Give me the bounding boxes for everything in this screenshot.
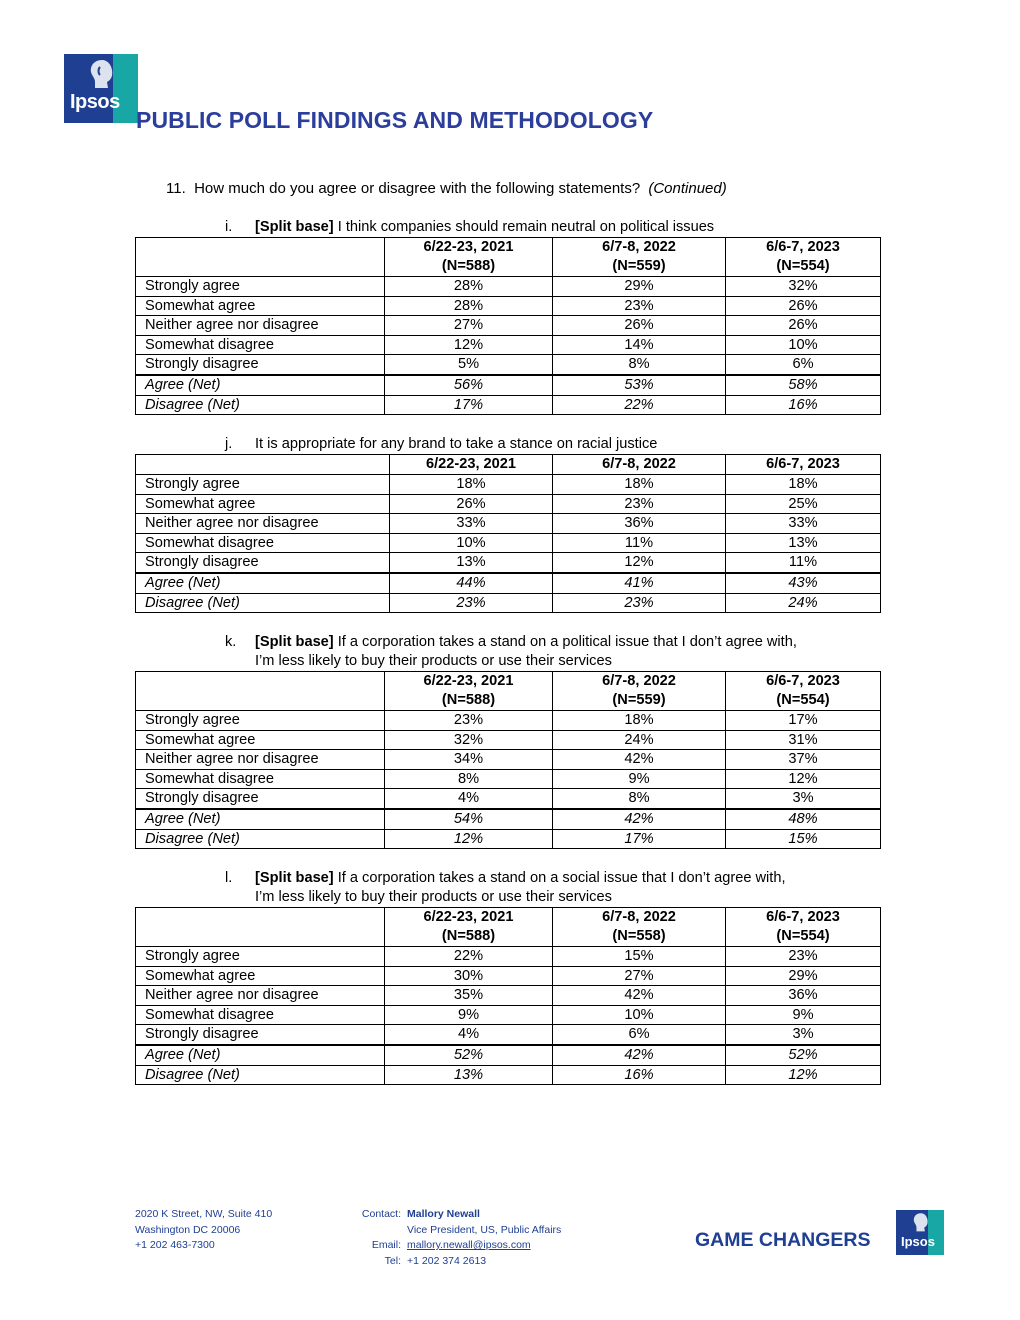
percent-cell: 41% (553, 573, 726, 593)
table-row (136, 494, 881, 514)
percent-cell: 18% (553, 475, 726, 495)
section-letter: j. (225, 436, 233, 452)
percent-cell: 30% (385, 966, 553, 986)
email-label: Email: (371, 1239, 401, 1251)
logo-text: Ipsos (70, 91, 120, 113)
table-header-row (136, 455, 881, 475)
table-header-row (136, 238, 881, 277)
percent-cell: 22% (553, 395, 726, 415)
percent-cell: 12% (726, 769, 881, 789)
net-row (136, 829, 881, 849)
section-i-heading (225, 218, 714, 237)
row-label: Disagree (Net) (136, 593, 390, 613)
percent-cell: 13% (726, 533, 881, 553)
percent-cell: 34% (385, 750, 553, 770)
column-header (385, 908, 553, 947)
row-label: Somewhat agree (136, 730, 385, 750)
question-text: How much do you agree or disagree with the following statements? (194, 180, 641, 197)
results-table-i (135, 237, 881, 415)
percent-cell: 6% (726, 355, 881, 375)
table-row (136, 553, 881, 573)
percent-cell: 27% (385, 316, 553, 336)
row-label: Somewhat disagree (136, 1005, 385, 1025)
percent-cell: 58% (726, 375, 881, 395)
row-label: Strongly agree (136, 711, 385, 731)
table-row (136, 750, 881, 770)
percent-cell: 18% (390, 475, 553, 495)
blank-header-cell (136, 238, 385, 277)
section-letter: k. (225, 634, 237, 650)
percent-cell: 23% (726, 947, 881, 967)
percent-cell: 3% (726, 1025, 881, 1045)
column-header (726, 672, 881, 711)
percent-cell: 42% (553, 986, 726, 1006)
percent-cell: 32% (726, 277, 881, 297)
percent-cell: 25% (726, 494, 881, 514)
percent-cell: 32% (385, 730, 553, 750)
row-label: Agree (Net) (136, 375, 385, 395)
table-row (136, 533, 881, 553)
percent-cell: 43% (726, 573, 881, 593)
percent-cell: 23% (385, 711, 553, 731)
column-header-text: (N=588) (441, 258, 496, 274)
blank-header-cell (136, 672, 385, 711)
percent-cell: 12% (726, 1065, 881, 1085)
percent-cell: 23% (553, 494, 726, 514)
row-label: Neither agree nor disagree (136, 514, 390, 534)
results-table-l (135, 907, 881, 1085)
percent-cell: 14% (553, 335, 726, 355)
net-row (136, 395, 881, 415)
percent-cell: 36% (553, 514, 726, 534)
column-header-text: 6/22-23, 2021 (423, 909, 514, 925)
percent-cell: 10% (726, 335, 881, 355)
table-header-row (136, 908, 881, 947)
statement-text-line2: I’m less likely to buy their products or use their services (255, 889, 612, 905)
row-label: Neither agree nor disagree (136, 750, 385, 770)
table-row (136, 711, 881, 731)
column-header (726, 238, 881, 277)
column-header-text: 6/6-7, 2023 (766, 673, 840, 689)
row-label: Somewhat agree (136, 494, 390, 514)
percent-cell: 37% (726, 750, 881, 770)
percent-cell: 17% (385, 395, 553, 415)
column-header-text: 6/6-7, 2023 (766, 239, 840, 255)
ipsos-logo-footer (896, 1210, 944, 1255)
percent-cell: 11% (726, 553, 881, 573)
percent-cell: 18% (553, 711, 726, 731)
percent-cell: 54% (385, 809, 553, 829)
table-row (136, 1005, 881, 1025)
address-line: 2020 K Street, NW, Suite 410 (135, 1208, 273, 1220)
tagline: GAME CHANGERS (695, 1229, 871, 1251)
percent-cell: 36% (726, 986, 881, 1006)
contact-title: Vice President, US, Public Affairs (407, 1223, 562, 1236)
percent-cell: 5% (385, 355, 553, 375)
percent-cell: 23% (390, 593, 553, 613)
row-label: Strongly disagree (136, 1025, 385, 1045)
head-silhouette-icon (910, 1212, 932, 1234)
percent-cell: 31% (726, 730, 881, 750)
statement-text: I think companies should remain neutral on political issues (333, 219, 715, 235)
footer-address (135, 1207, 272, 1254)
percent-cell: 26% (726, 316, 881, 336)
row-label: Strongly agree (136, 947, 385, 967)
statement-text: If a corporation takes a stand on a social issue that I don’t agree with, (333, 870, 786, 886)
percent-cell: 26% (390, 494, 553, 514)
row-label: Somewhat disagree (136, 335, 385, 355)
row-label: Strongly agree (136, 277, 385, 297)
percent-cell: 17% (553, 829, 726, 849)
column-header-text: (N=554) (776, 928, 830, 944)
percent-cell: 33% (390, 514, 553, 534)
row-label: Disagree (Net) (136, 829, 385, 849)
column-header-text: 6/22-23, 2021 (423, 673, 514, 689)
percent-cell: 35% (385, 986, 553, 1006)
percent-cell: 42% (553, 750, 726, 770)
net-row (136, 593, 881, 613)
column-header-text: (N=588) (441, 928, 496, 944)
percent-cell: 8% (553, 789, 726, 809)
column-header (553, 672, 726, 711)
percent-cell: 11% (553, 533, 726, 553)
table-row (136, 335, 881, 355)
percent-cell: 12% (553, 553, 726, 573)
column-header (385, 672, 553, 711)
percent-cell: 26% (726, 296, 881, 316)
table-row (136, 966, 881, 986)
percent-cell: 18% (726, 475, 881, 495)
table-row (136, 475, 881, 495)
column-header: 6/6-7, 2023 (726, 455, 881, 475)
row-label: Agree (Net) (136, 1045, 385, 1065)
logo-text: Ipsos (901, 1234, 935, 1249)
percent-cell: 17% (726, 711, 881, 731)
tel-label: Tel: (384, 1254, 401, 1267)
column-header-text: 6/7-8, 2022 (602, 239, 676, 255)
footer-contact (355, 1207, 561, 1269)
section-k-heading (225, 633, 797, 671)
row-label: Strongly disagree (136, 553, 390, 573)
table-row (136, 769, 881, 789)
percent-cell: 15% (726, 829, 881, 849)
percent-cell: 28% (385, 296, 553, 316)
column-header-text: 6/7-8, 2022 (602, 673, 676, 689)
blank-header-cell (136, 455, 390, 475)
email-link[interactable]: mallory.newall@ipsos.com (407, 1239, 531, 1251)
percent-cell: 8% (553, 355, 726, 375)
column-header-text: 6/7-8, 2022 (602, 909, 676, 925)
column-header (385, 238, 553, 277)
percent-cell: 13% (390, 553, 553, 573)
column-header-text: (N=559) (612, 692, 666, 708)
section-l-heading (225, 869, 786, 907)
net-row (136, 573, 881, 593)
phone-line: +1 202 463-7300 (135, 1239, 215, 1251)
table-row (136, 789, 881, 809)
net-row (136, 1065, 881, 1085)
contact-label: Contact: (361, 1208, 401, 1220)
page-title: PUBLIC POLL FINDINGS AND METHODOLOGY (136, 107, 654, 133)
column-header-text: 6/22-23, 2021 (423, 239, 514, 255)
percent-cell: 23% (553, 593, 726, 613)
percent-cell: 15% (553, 947, 726, 967)
address-line: Washington DC 20006 (135, 1223, 241, 1236)
ipsos-logo (64, 54, 138, 123)
row-label: Disagree (Net) (136, 395, 385, 415)
split-base-tag: [Split base] (255, 634, 334, 650)
percent-cell: 22% (385, 947, 553, 967)
split-base-tag: [Split base] (255, 870, 334, 886)
row-label: Neither agree nor disagree (136, 986, 385, 1006)
column-header-text: (N=554) (776, 692, 830, 708)
row-label: Strongly disagree (136, 355, 385, 375)
head-silhouette-icon (86, 58, 118, 92)
tel-number: +1 202 374 2613 (407, 1254, 487, 1267)
percent-cell: 16% (553, 1065, 726, 1085)
column-header (553, 238, 726, 277)
percent-cell: 24% (553, 730, 726, 750)
column-header-text: (N=554) (776, 258, 830, 274)
percent-cell: 6% (553, 1025, 726, 1045)
statement-text: It is appropriate for any brand to take a stance on racial justice (255, 436, 658, 452)
column-header: 6/7-8, 2022 (553, 455, 726, 475)
percent-cell: 4% (385, 1025, 553, 1045)
percent-cell: 27% (553, 966, 726, 986)
percent-cell: 44% (390, 573, 553, 593)
percent-cell: 8% (385, 769, 553, 789)
net-row (136, 809, 881, 829)
row-label: Somewhat disagree (136, 533, 390, 553)
row-label: Somewhat agree (136, 296, 385, 316)
column-header-text: (N=558) (612, 928, 666, 944)
column-header (726, 908, 881, 947)
percent-cell: 10% (553, 1005, 726, 1025)
table-row (136, 296, 881, 316)
percent-cell: 9% (385, 1005, 553, 1025)
blank-header-cell (136, 908, 385, 947)
table-row (136, 947, 881, 967)
percent-cell: 29% (553, 277, 726, 297)
contact-name: Mallory Newall (407, 1208, 480, 1220)
percent-cell: 42% (553, 809, 726, 829)
percent-cell: 28% (385, 277, 553, 297)
question-number: 11. (166, 180, 186, 197)
column-header (553, 908, 726, 947)
row-label: Somewhat agree (136, 966, 385, 986)
net-row (136, 375, 881, 395)
percent-cell: 4% (385, 789, 553, 809)
statement-text-line2: I’m less likely to buy their products or use their services (255, 653, 612, 669)
results-table-k (135, 671, 881, 849)
percent-cell: 33% (726, 514, 881, 534)
row-label: Agree (Net) (136, 573, 390, 593)
row-label: Agree (Net) (136, 809, 385, 829)
percent-cell: 42% (553, 1045, 726, 1065)
column-header-text: (N=588) (441, 692, 496, 708)
percent-cell: 9% (553, 769, 726, 789)
percent-cell: 48% (726, 809, 881, 829)
row-label: Neither agree nor disagree (136, 316, 385, 336)
percent-cell: 12% (385, 335, 553, 355)
row-label: Somewhat disagree (136, 769, 385, 789)
percent-cell: 13% (385, 1065, 553, 1085)
percent-cell: 52% (726, 1045, 881, 1065)
section-letter: i. (225, 219, 233, 235)
table-row (136, 316, 881, 336)
table-row (136, 1025, 881, 1045)
percent-cell: 29% (726, 966, 881, 986)
row-label: Disagree (Net) (136, 1065, 385, 1085)
table-row (136, 730, 881, 750)
percent-cell: 12% (385, 829, 553, 849)
table-row (136, 514, 881, 534)
column-header: 6/22-23, 2021 (390, 455, 553, 475)
table-row (136, 355, 881, 375)
split-base-tag: [Split base] (255, 219, 334, 235)
net-row (136, 1045, 881, 1065)
percent-cell: 10% (390, 533, 553, 553)
row-label: Strongly agree (136, 475, 390, 495)
percent-cell: 16% (726, 395, 881, 415)
column-header-text: (N=559) (612, 258, 666, 274)
percent-cell: 53% (553, 375, 726, 395)
row-label: Strongly disagree (136, 789, 385, 809)
question-heading (166, 180, 727, 197)
section-letter: l. (225, 870, 233, 886)
percent-cell: 23% (553, 296, 726, 316)
percent-cell: 56% (385, 375, 553, 395)
table-row (136, 986, 881, 1006)
table-row (136, 277, 881, 297)
percent-cell: 24% (726, 593, 881, 613)
percent-cell: 26% (553, 316, 726, 336)
section-j-heading (225, 435, 657, 454)
question-continued: (Continued) (648, 180, 727, 197)
column-header-text: 6/6-7, 2023 (766, 909, 840, 925)
percent-cell: 52% (385, 1045, 553, 1065)
percent-cell: 9% (726, 1005, 881, 1025)
percent-cell: 3% (726, 789, 881, 809)
table-header-row (136, 672, 881, 711)
statement-text: If a corporation takes a stand on a political issue that I don’t agree with, (333, 634, 797, 650)
results-table-j (135, 454, 881, 613)
